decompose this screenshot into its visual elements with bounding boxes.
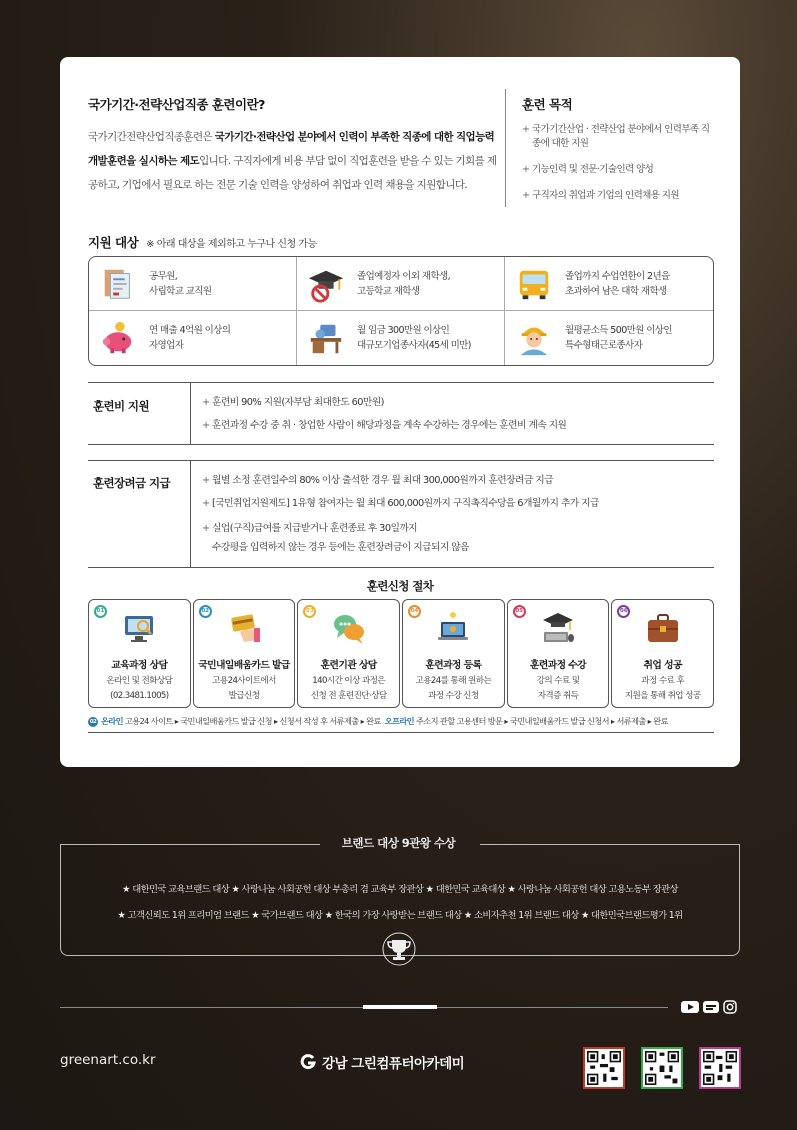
footer-bar: [363, 1005, 437, 1009]
divider: [505, 89, 506, 207]
target-item: [89, 257, 297, 311]
step-desc: 강의 수료 및 자격증 취득: [536, 676, 580, 701]
allowance-label: 훈련장려금 지급: [88, 461, 191, 567]
target-text: 졸업예정자 이외 재학생, 고등학교 재학생: [357, 270, 451, 297]
target-item: [505, 311, 713, 365]
youtube-icon[interactable]: [681, 1000, 699, 1014]
chat-bubbles-icon: [331, 610, 367, 646]
target-text: 월평균소득 500만원 이상인 특수형태근로종사자: [565, 325, 672, 351]
purpose-section: [522, 95, 712, 215]
apply-method: [88, 716, 714, 733]
school-bus-icon: [515, 265, 553, 303]
fee-section: [88, 382, 714, 445]
intro-text: 국가기간전략산업직종훈련은 국가기간·전략산업 분야에서 인력이 부족한 직종에 대한 직업능력개발훈련을 실시하는 제도입니다. 구직자에게 비용 부담 없이 직업훈련을 받을 수 있는 기회를 제공하고, 기업에서 필요로 하는 전문 기술 인력을 양성하여 취업과 인력 채용을 지원합니다.: [88, 131, 497, 191]
process-step: [297, 599, 400, 708]
target-item: [297, 311, 505, 365]
briefcase-icon: [645, 610, 681, 646]
target-title: 지원 대상: [88, 235, 139, 250]
brand-row: ★ 대한민국 교육브랜드 대상 ★ 사랑나눔 사회공헌 대상 부총리 겸 교육부 장관상 ★ 대한민국 교육대상 ★ 사랑나눔 사회공헌 대상 고용노동부 장관상: [122, 884, 678, 895]
brand-title: 브랜드 대상 9관왕 수상: [341, 836, 456, 850]
target-note: ※ 아래 대상을 제외하고 누구나 신청 가능: [146, 239, 317, 250]
step-number: 03: [303, 605, 316, 618]
step-desc: 140시간 이상 과정은 신청 전 훈련진단·상담: [310, 676, 387, 701]
process-step: [507, 599, 610, 708]
process-step: [611, 599, 714, 708]
monitor-search-icon: [121, 610, 157, 646]
academy-logo: [300, 1052, 464, 1072]
step-desc: 온라인 및 전화상담 (02.3481.1005): [106, 676, 173, 701]
step-title: 훈련과정 등록: [425, 660, 482, 671]
fee-item: + 훈련과정 수강 중 취 · 창업한 사람이 해당과정을 계속 수강하는 경우에는 훈련비 계속 지원: [202, 418, 714, 433]
step-title: 국민내일배움카드 발급: [198, 660, 290, 671]
target-grid: [88, 256, 714, 366]
process-steps: [88, 599, 714, 708]
process-title: 훈련신청 절차: [366, 579, 434, 593]
qr-code[interactable]: [641, 1047, 683, 1089]
info-card: [60, 57, 740, 767]
allowance-section: [88, 460, 714, 568]
offline-text: 주소지 관할 고용센터 방문 ▸ 국민내일배움카드 발급 신청서 ▸ 서류제출 ▸ 완료: [415, 716, 668, 726]
intro-section: [88, 95, 712, 215]
online-text: 고용24 사이트 ▸ 국민내일배움카드 발급 신청 ▸ 신청서 작성 후 서류제출 ▸ 완료: [124, 716, 381, 726]
g-logo-icon: [300, 1054, 316, 1070]
website-url[interactable]: greenart.co.kr: [60, 1052, 156, 1068]
process-step: [402, 599, 505, 708]
purpose-item: + 기능인력 및 전문·기술인력 양성: [522, 163, 712, 177]
logo-text: 강남 그린컴퓨터아카데미: [322, 1056, 465, 1072]
office-desk-icon: [307, 319, 345, 357]
step-number: 06: [617, 605, 630, 618]
step-number: 01: [94, 605, 107, 618]
target-item: [89, 311, 297, 365]
step-title: 교육과정 상담: [111, 660, 168, 671]
qr-code[interactable]: [583, 1047, 625, 1089]
target-text: 공무원, 사립학교 교직원: [149, 270, 212, 297]
step-title: 훈련기관 상담: [320, 660, 377, 671]
trophy-icon: [382, 930, 416, 968]
allowance-item: + 실업(구직)급여를 지급받거나 훈련종료 후 30일까지 수강평을 입력하지 않는 경우 등에는 훈련장려금이 지급되지 않음: [202, 519, 714, 557]
target-header: [88, 233, 317, 251]
target-text: 연 매출 4억원 이상의 자영업자: [149, 325, 231, 351]
card-hand-icon: [226, 610, 262, 646]
step-desc: 고용24사이트에서 발급신청: [212, 676, 276, 701]
blog-icon[interactable]: [703, 1000, 719, 1014]
step-desc: 고용24를 통해 원하는 과정 수강 신청: [415, 676, 492, 701]
purpose-item: + 국가기간산업 · 전략산업 분야에서 인력부족 직종에 대한 지원: [522, 123, 712, 151]
step-number: 04: [408, 605, 421, 618]
step-desc: 과정 수료 후 지원을 통해 취업 성공: [624, 676, 701, 701]
cap-keyboard-icon: [540, 610, 576, 646]
document-icon: [99, 265, 137, 303]
allowance-item: + [국민취업지원제도] 1유형 참여자는 월 최대 600,000원까지 구직촉직수당을 6개월까지 추가 지급: [202, 496, 714, 511]
step-title: 취업 성공: [643, 660, 682, 671]
step-title: 훈련과정 수강: [530, 660, 587, 671]
allowance-item: + 월별 소정 훈련일수의 80% 이상 출석한 경우 월 최대 300,000원까지 훈련장려금 지급: [202, 473, 714, 488]
instagram-icon[interactable]: [723, 1000, 737, 1014]
worker-icon: [515, 319, 553, 357]
offline-label: 오프라인: [384, 716, 414, 726]
laptop-idea-icon: [435, 610, 471, 646]
online-label: 온라인: [101, 716, 123, 726]
fee-label: 훈련비 지원: [88, 383, 191, 444]
fee-item: + 훈련비 90% 지원(자부담 최대한도 60만원): [202, 395, 714, 410]
piggy-bank-icon: [99, 319, 137, 357]
qr-code[interactable]: [699, 1047, 741, 1089]
graduation-cap-icon: [307, 265, 345, 303]
target-item: [297, 257, 505, 311]
apply-number: 02: [89, 718, 97, 725]
step-number: 02: [199, 605, 212, 618]
target-text: 졸업까지 수업연한이 2년을 초과하여 남은 대학 재학생: [565, 270, 670, 297]
brand-row: ★ 고객신뢰도 1위 프리미엄 브랜드 ★ 국가브랜드 대상 ★ 한국의 가장 사랑받는 브랜드 대상 ★ 소비자추천 1위 브랜드 대상 ★ 대한민국브랜드평가 1위: [117, 910, 683, 921]
intro-title: 국가기간·전략산업직종 훈련이란?: [88, 97, 265, 112]
process-step: [88, 599, 191, 708]
target-item: [505, 257, 713, 311]
step-number: 05: [513, 605, 526, 618]
sns-links: [681, 1000, 737, 1014]
purpose-title: 훈련 목적: [522, 97, 573, 112]
process-step: [193, 599, 296, 708]
target-text: 월 임금 300만원 이상인 대규모기업종사자(45세 미만): [357, 325, 471, 351]
purpose-item: + 구직자의 취업과 기업의 인력채용 지원: [522, 189, 712, 203]
